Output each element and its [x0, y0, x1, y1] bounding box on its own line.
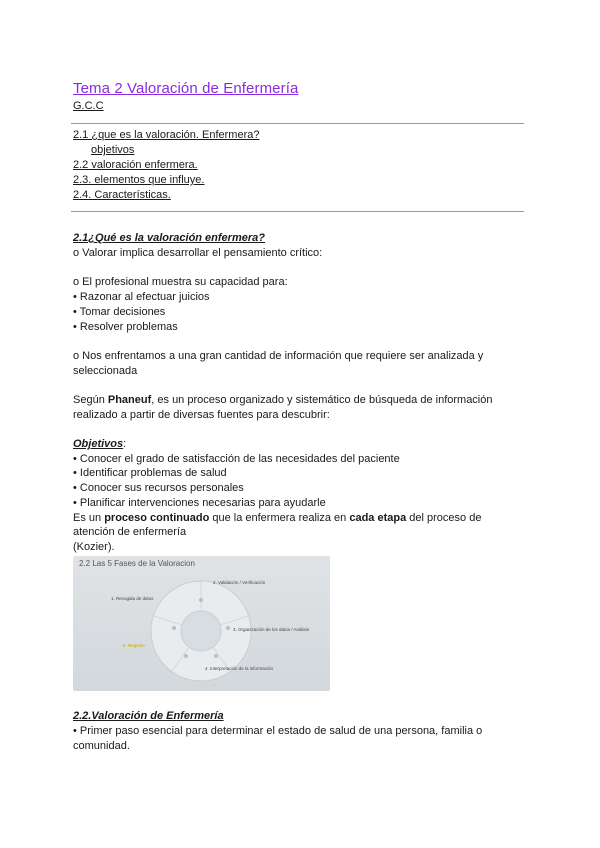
cont-post: del proceso de: [406, 512, 482, 524]
toc-item-1[interactable]: 2.1 ¿que es la valoración. Enfermera?: [73, 129, 260, 141]
capacity-item: • Razonar al efectuar juicios: [73, 291, 210, 303]
cont-mid: que la enfermera realiza en: [209, 512, 350, 524]
cont-bold-2: cada etapa: [349, 512, 407, 524]
toc-item-2[interactable]: 2.2 valoración enfermera.: [73, 159, 198, 171]
toc-item-3[interactable]: 2.3. elementos que influye.: [73, 174, 205, 186]
information-paragraph-line2: seleccionada: [73, 365, 138, 377]
cont-pre: Es un: [73, 512, 105, 524]
ring-inner: [181, 611, 221, 651]
objectives-heading-line: [73, 438, 126, 450]
phaneuf-name: Phaneuf: [107, 394, 152, 406]
phaneuf-paragraph-line1: [73, 394, 493, 406]
divider-toc: [71, 211, 524, 212]
author-initials: G.C.C: [73, 100, 104, 112]
phases-diagram-image: [73, 556, 330, 691]
continuous-process-line1: [73, 512, 481, 524]
capacity-item: • Tomar decisiones: [73, 306, 166, 318]
objective-item: • Identificar problemas de salud: [73, 467, 227, 479]
phase-label-4: 4. Interpretación de la información: [205, 666, 274, 671]
phase-label-1: 1. Recogida de datos: [111, 596, 154, 601]
information-paragraph-line1: o Nos enfrentamos a una gran cantidad de información que requiere ser analizada y: [73, 350, 484, 362]
objective-item: • Conocer el grado de satisfacción de las necesidades del paciente: [73, 453, 400, 465]
section-heading-2-1: 2.1¿Qué es la valoración enfermera?: [73, 232, 265, 244]
continuous-process-line2: atención de enfermería: [73, 526, 187, 538]
phases-ring-graphic: [73, 556, 330, 691]
critical-thinking-line: o Valorar implica desarrollar el pensamiento crítico:: [73, 247, 323, 259]
section2-line1: • Primer paso esencial para determinar el estado de salud de una persona, familia o: [73, 725, 483, 737]
section-heading-2-2: 2.2.Valoración de Enfermería: [73, 710, 224, 722]
phase-label-5: 5. Registro: [123, 643, 145, 648]
divider-top: [71, 123, 524, 124]
section2-line2: comunidad.: [73, 740, 130, 752]
figure-title: 2.2 Las 5 Fases de la Valoracion: [79, 559, 195, 568]
phase-label-2: 2. Validación / Verificación: [213, 580, 266, 585]
objective-item: • Conocer sus recursos personales: [73, 482, 244, 494]
objectives-heading: Objetivos: [73, 438, 124, 450]
phase-icon: [214, 654, 218, 658]
phase-icon: [172, 626, 176, 630]
toc-item-4[interactable]: 2.4. Características.: [73, 189, 171, 201]
capacity-item: • Resolver problemas: [73, 321, 178, 333]
phase-icon: [226, 626, 230, 630]
phaneuf-post: , es un proceso organizado y sistemático de búsqueda de información: [151, 394, 493, 406]
phaneuf-pre: Según: [73, 394, 108, 406]
cont-bold-1: proceso continuado: [104, 512, 210, 524]
phaneuf-paragraph-line2: realizado a partir de diversas fuentes para descubrir:: [73, 409, 330, 421]
phase-icon: [199, 598, 203, 602]
page-title: Tema 2 Valoración de Enfermería: [73, 80, 299, 97]
kozier-citation: (Kozier).: [73, 541, 115, 553]
toc-item-objetivos[interactable]: objetivos: [91, 144, 135, 156]
objectives-colon: :: [123, 438, 127, 450]
phase-icon: [184, 654, 188, 658]
phase-label-3: 3. Organización de los datos / Análisis: [233, 627, 310, 632]
objective-item: • Planificar intervenciones necesarias para ayudarle: [73, 497, 326, 509]
capacity-intro: o El profesional muestra su capacidad para:: [73, 276, 288, 288]
